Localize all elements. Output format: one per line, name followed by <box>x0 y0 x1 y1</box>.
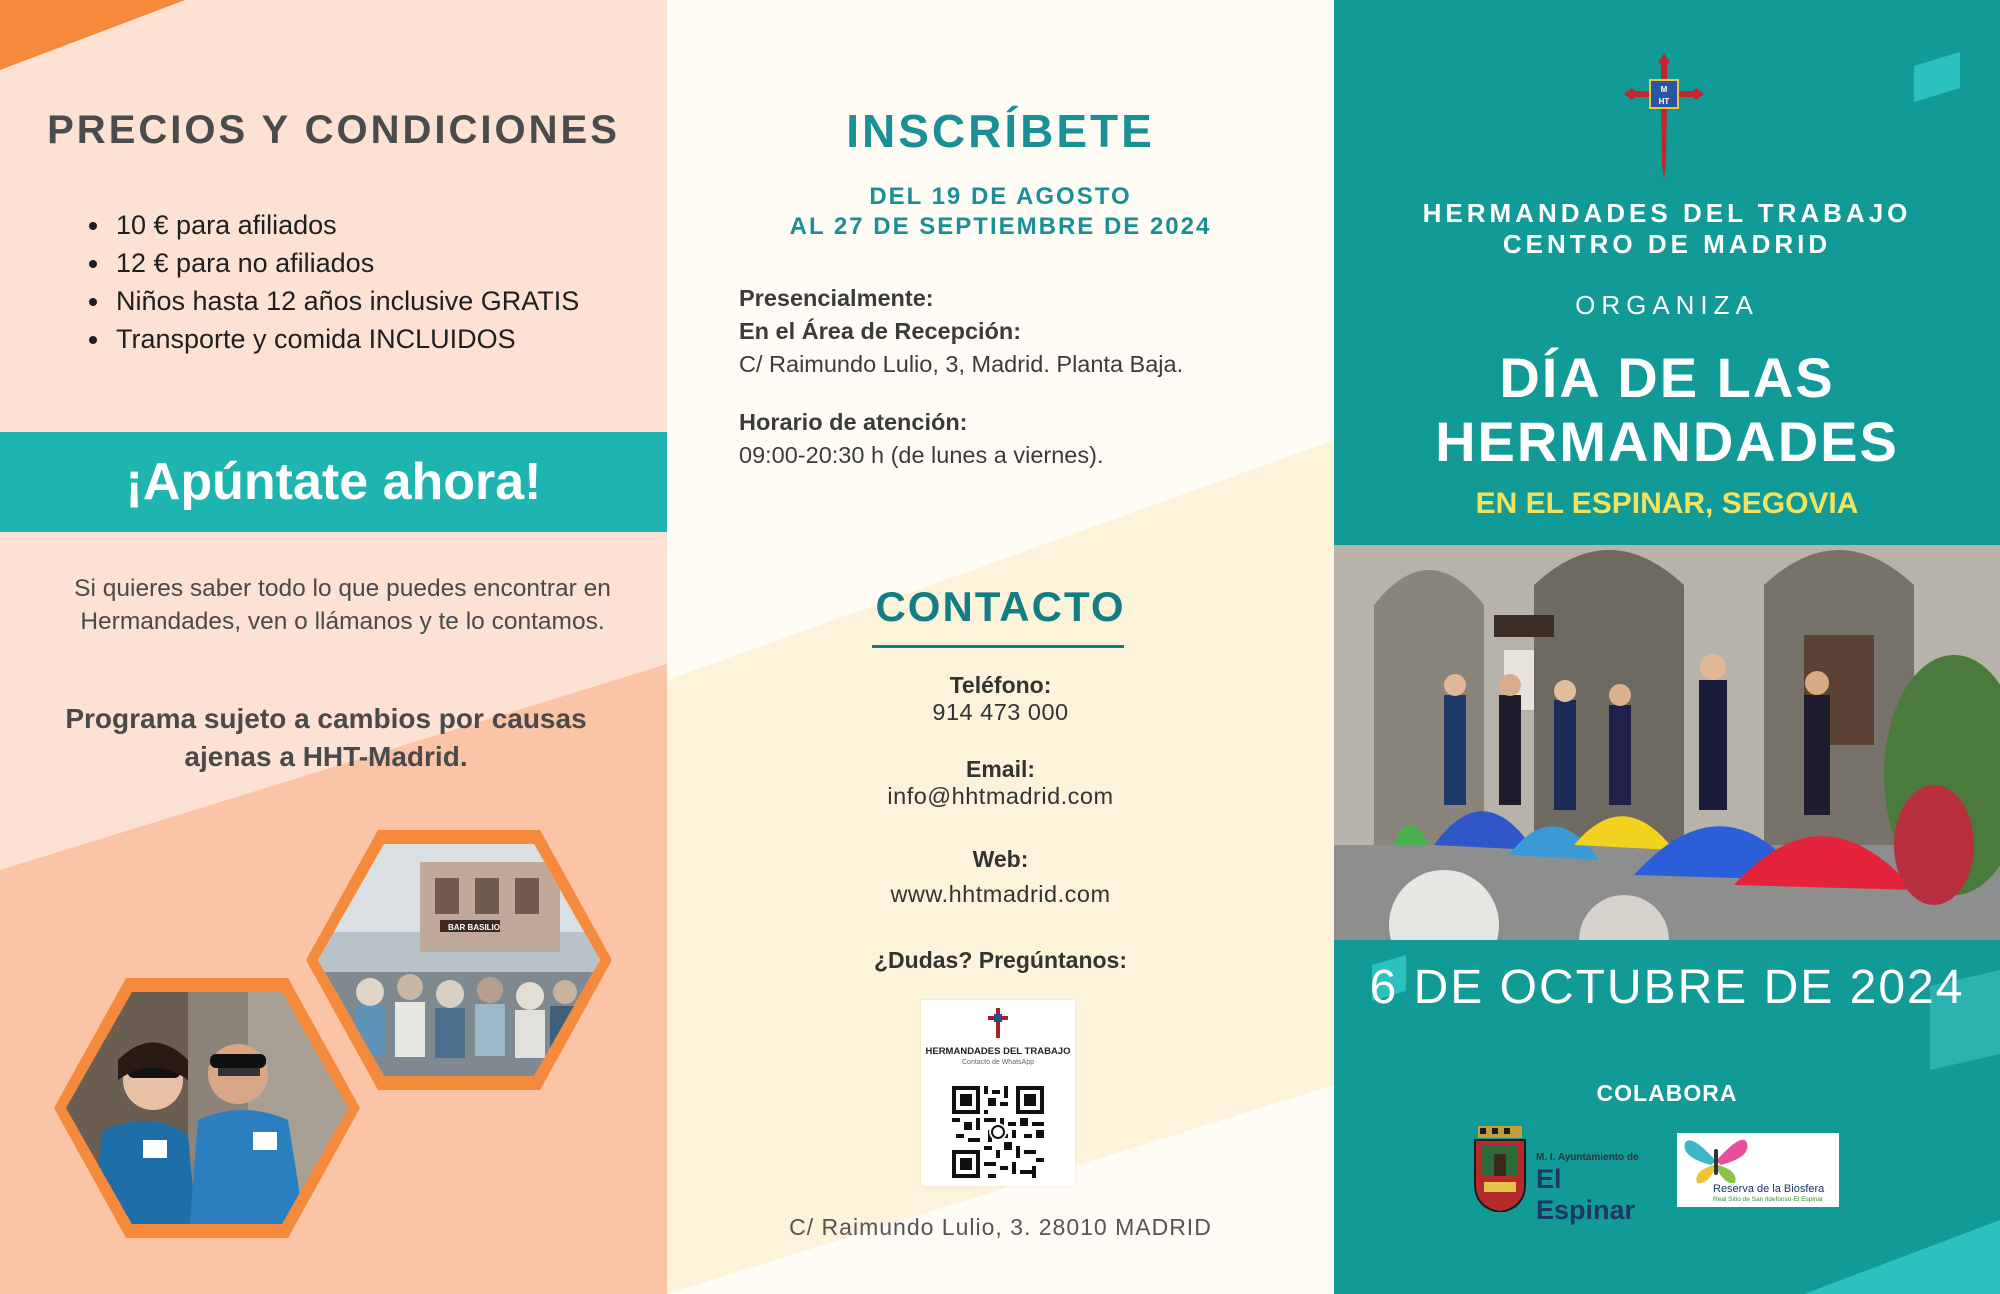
price-item: • Niños hasta 12 años inclusive GRATIS <box>112 282 579 320</box>
colabora-label: COLABORA <box>1596 1080 1738 1106</box>
coat-of-arms-icon <box>1470 1126 1530 1212</box>
footer-address: C/ Raimundo Lulio, 3. 28010 MADRID <box>789 1214 1212 1240</box>
hexagon-photo-people <box>48 970 366 1246</box>
signup-banner-text: ¡Apúntate ahora! <box>125 453 542 511</box>
organizer-name <box>1334 198 2000 260</box>
left-panel <box>0 0 667 1294</box>
event-location: EN EL ESPINAR, SEGOVIA <box>1475 487 1859 520</box>
qr-code-icon <box>952 1086 1044 1178</box>
el-espinar-logo <box>1470 1126 1666 1225</box>
bar-sign-text: BAR BASILIO <box>448 923 500 932</box>
price-item: • 12 € para no afiliados <box>112 244 579 282</box>
right-panel <box>1334 0 2000 1294</box>
cross-emblem-icon <box>986 1006 1010 1040</box>
butterfly-icon <box>1681 1135 1751 1187</box>
disclaimer-text: Programa sujeto a cambios por causas ajenas a HHT-Madrid. <box>65 703 587 772</box>
hours-value: 09:00-20:30 h (de lunes a viernes). <box>739 442 1104 468</box>
hours-block <box>739 406 1103 472</box>
whatsapp-qr-card[interactable] <box>921 1000 1075 1186</box>
price-item: • 10 € para afiliados <box>112 206 579 244</box>
logo1-subtitle: M. I. Ayuntamiento de <box>1536 1152 1639 1163</box>
date-line-2: AL 27 DE SEPTIEMBRE DE 2024 <box>789 213 1212 240</box>
middle-panel <box>667 0 1334 1294</box>
logo2-subtitle: Real Sitio de San Ildefonso-El Espinar <box>1713 1196 1824 1203</box>
web-link[interactable]: www.hhtmadrid.com <box>890 881 1111 907</box>
web-label: Web: <box>972 846 1029 872</box>
qr-title: HERMANDADES DEL TRABAJO <box>925 1046 1071 1057</box>
phone-block <box>667 672 1334 726</box>
organizer-line-2: CENTRO DE MADRID <box>1502 229 1832 259</box>
contact-underline <box>872 645 1124 648</box>
in-person-block <box>739 282 1183 381</box>
date-line-1: DEL 19 DE AGOSTO <box>869 183 1132 210</box>
web-block <box>667 846 1334 908</box>
email-label: Email: <box>965 756 1036 782</box>
in-person-label: Presencialmente: <box>739 285 934 311</box>
email-block <box>667 756 1334 810</box>
logo1-title: El Espinar <box>1536 1164 1636 1225</box>
event-date: 6 DE OCTUBRE DE 2024 <box>1369 961 1965 1014</box>
dancers-photo <box>1334 545 2000 940</box>
event-title-line-1: DÍA DE LAS <box>1499 346 1835 409</box>
santiago-cross-icon <box>1624 54 1704 180</box>
price-list <box>84 206 579 358</box>
corner-accent-top <box>1914 52 1960 102</box>
signup-banner <box>0 432 667 532</box>
organiza-label: ORGANIZA <box>1575 290 1759 320</box>
email-link[interactable]: info@hhtmadrid.com <box>887 783 1114 809</box>
event-title-line-2: HERMANDADES <box>1435 410 1899 473</box>
registration-dates <box>667 182 1334 242</box>
info-text: Si quieres saber todo lo que puedes encontrar en Hermandades, ven o llámanos y te lo contamos. <box>74 575 611 635</box>
contact-title: CONTACTO <box>875 583 1126 630</box>
questions-label: ¿Dudas? Pregúntanos: <box>873 947 1127 973</box>
phone-value[interactable]: 914 473 000 <box>932 699 1069 725</box>
corner-accent-bottom <box>1804 1220 2000 1294</box>
phone-label: Teléfono: <box>949 672 1052 698</box>
qr-subtitle: Contacto de WhatsApp <box>962 1059 1034 1066</box>
svg-text:HT: HT <box>1658 97 1670 106</box>
logo2-title: Reserva de la Biosfera <box>1713 1183 1825 1195</box>
inscribete-title: INSCRÍBETE <box>846 105 1155 157</box>
reception-address: C/ Raimundo Lulio, 3, Madrid. Planta Baja. <box>739 351 1184 377</box>
prices-title: PRECIOS Y CONDICIONES <box>47 108 620 152</box>
biosphere-logo <box>1677 1133 1839 1207</box>
reception-label: En el Área de Recepción: <box>739 318 1022 344</box>
hours-label: Horario de atención: <box>739 409 968 435</box>
event-title <box>1334 346 2000 474</box>
price-item: • Transporte y comida INCLUIDOS <box>112 320 579 358</box>
organizer-line-1: HERMANDADES DEL TRABAJO <box>1422 198 1912 228</box>
svg-text:M: M <box>1660 85 1668 94</box>
